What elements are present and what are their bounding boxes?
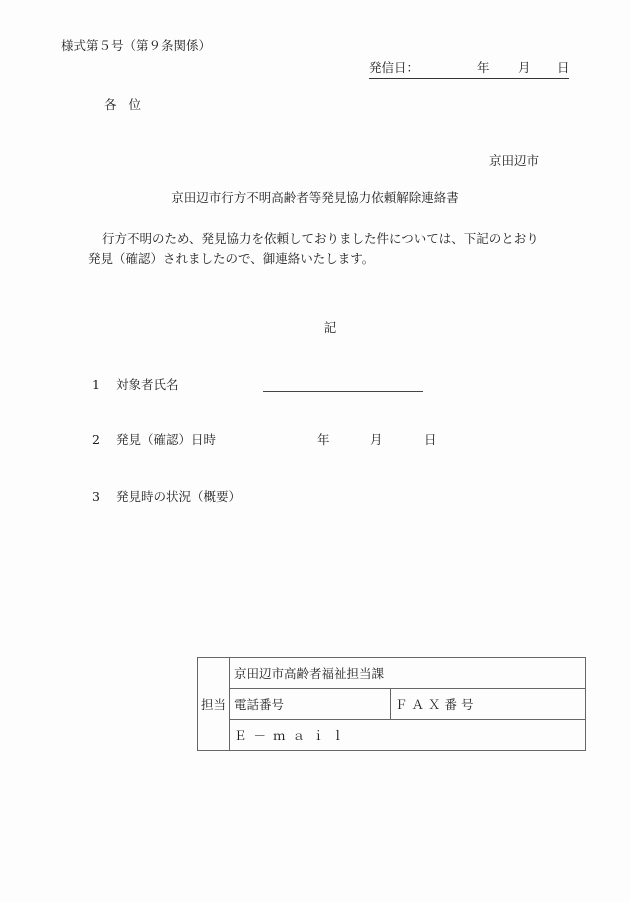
recipient: 各位 (104, 97, 154, 112)
discovery-year: 年 (317, 432, 330, 447)
discovery-month: 月 (370, 432, 383, 447)
item-label: 発見時の状況（概要） (116, 489, 242, 504)
item-discovery-datetime (92, 434, 216, 447)
contact-table (197, 657, 586, 751)
issue-date-line (369, 62, 569, 79)
fax-cell: ＦＡＸ番号 (391, 689, 586, 720)
subject-name-field[interactable] (263, 391, 423, 392)
department-cell: 京田辺市高齢者福祉担当課 (230, 658, 586, 689)
tanto-label: 担当 (198, 658, 230, 751)
ki-heading: 記 (323, 320, 337, 335)
item-label: 発見（確認）日時 (116, 432, 217, 447)
item-subject-name (92, 379, 179, 392)
phone-cell: 電話番号 (230, 689, 391, 720)
email-cell: Ｅ－ｍａｉｌ (230, 720, 586, 751)
form-number: 様式第５号（第９条関係） (61, 38, 212, 53)
body-text: 行方不明のため、発見協力を依頼しておりました件については、下記のとおり発見（確認）されましたので、御連絡いたします。 (88, 231, 539, 266)
document-title: 京田辺市行方不明高齢者等発見協力依頼解除連絡書 (171, 190, 459, 205)
discovery-day: 日 (424, 432, 437, 447)
issue-date-day: 日 (557, 60, 570, 75)
item-number: 2 (92, 432, 100, 447)
item-number: 1 (92, 377, 100, 392)
issue-date-month: 月 (518, 60, 531, 75)
issue-date-label: 発信日： (369, 60, 420, 75)
item-discovery-situation (92, 491, 241, 504)
issue-date-year: 年 (477, 60, 490, 75)
item-label: 対象者氏名 (116, 377, 179, 392)
item-number: 3 (92, 489, 100, 504)
sender: 京田辺市 (489, 153, 540, 168)
